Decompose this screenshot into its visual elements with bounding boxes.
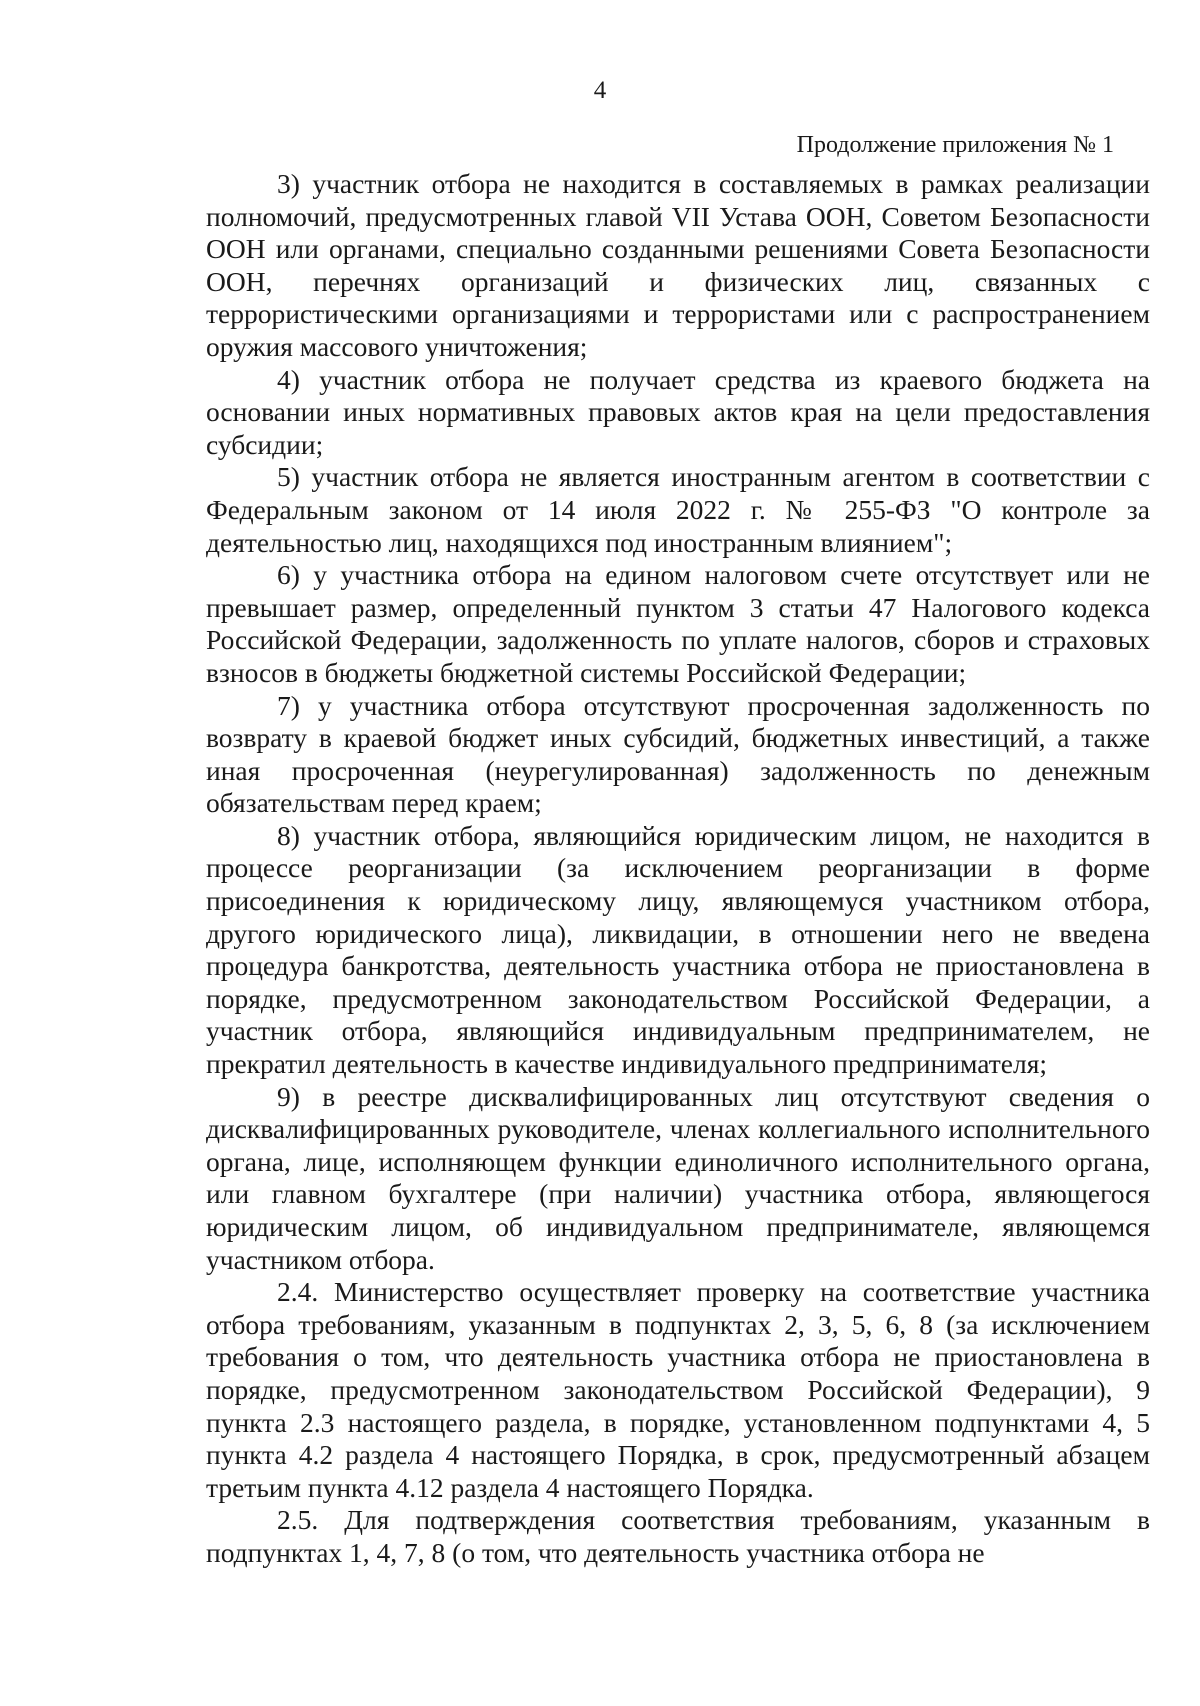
page-number: 4 <box>593 77 607 104</box>
paragraph-item-6: 6) у участника отбора на едином налоговом счете отсутствует или не превышает размер, определенный пунктом 3 статьи 47 Налогового кодекса Российской Федерации, задолженность по уплате налогов, сборов и страховых взносов в бюджеты бюджетной системы Российской Федерации; <box>206 559 1150 688</box>
paragraph-item-7: 7) у участника отбора отсутствуют просроченная задолженность по возврату в краевой бюджет иных субсидий, бюджетных инвестиций, а также иная просроченная (неурегулированная) задолженность по денежным обязательствам перед краем; <box>206 689 1150 819</box>
document-body <box>206 168 1150 1570</box>
paragraph-item-4: 4) участник отбора не получает средства из краевого бюджета на основании иных нормативных правовых актов края на цели предоставления субсидии; <box>206 363 1150 460</box>
paragraph-item-9: 9) в реестре дисквалифицированных лиц отсутствуют сведения о дисквалифицированных руководителе, членах коллегиального исполнительного органа, лице, исполняющем функции единоличного исполнительного органа, или главном бухгалтере (при наличии) участника отбора, являющегося юридическим лицом, об индивидуальном предпринимателе, являющемся участником отбора. <box>206 1080 1150 1275</box>
paragraph-section-2-5: 2.5. Для подтверждения соответствия требованиям, указанным в подпунктах 1, 4, 7, 8 (о том, что деятельность участника отбора не <box>206 1504 1150 1568</box>
paragraph-section-2-4: 2.4. Министерство осуществляет проверку на соответствие участника отбора требованиям, указанным в подпунктах 2, 3, 5, 6, 8 (за исключением требования о том, что деятельность участника отбора не приостановлена в порядке, предусмотренном законодательством Российской Федерации), 9 пункта 2.3 настоящего раздела, в порядке, установленном подпунктами 4, 5 пункта 4.2 раздела 4 настоящего Порядка, в срок, предусмотренный абзацем третьим пункта 4.12 раздела 4 настоящего Порядка. <box>206 1276 1150 1503</box>
paragraph-item-8: 8) участник отбора, являющийся юридическим лицом, не находится в процессе реорганизации (за исключением реорганизации в форме присоединения к юридическому лицу, являющемуся участником отбора, другого юридического лица), ликвидации, в отношении него не введена процедура банкротства, деятельность участника отбора не приостановлена в порядке, предусмотренном законодательством Российской Федерации, а участник отбора, являющийся индивидуальным предпринимателем, не прекратил деятельность в качестве индивидуального предпринимателя; <box>206 819 1150 1080</box>
paragraph-item-5: 5) участник отбора не является иностранным агентом в соответствии с Федеральным законом от 14 июля 2022 г. № 255-ФЗ "О контроле за деятельностью лиц, находящихся под иностранным влиянием"; <box>206 461 1150 558</box>
appendix-continuation-note: Продолжение приложения № 1 <box>796 132 1114 158</box>
paragraph-item-3: 3) участник отбора не находится в составляемых в рамках реализации полномочий, предусмотренных главой VII Устава ООН, Советом Безопасности ООН или органами, специально созданными решениями Совета Безопасности ООН, перечнях организаций и физических лиц, связанных с террористическими организациями и террористами или с распространением оружия массового уничтожения; <box>206 168 1150 362</box>
